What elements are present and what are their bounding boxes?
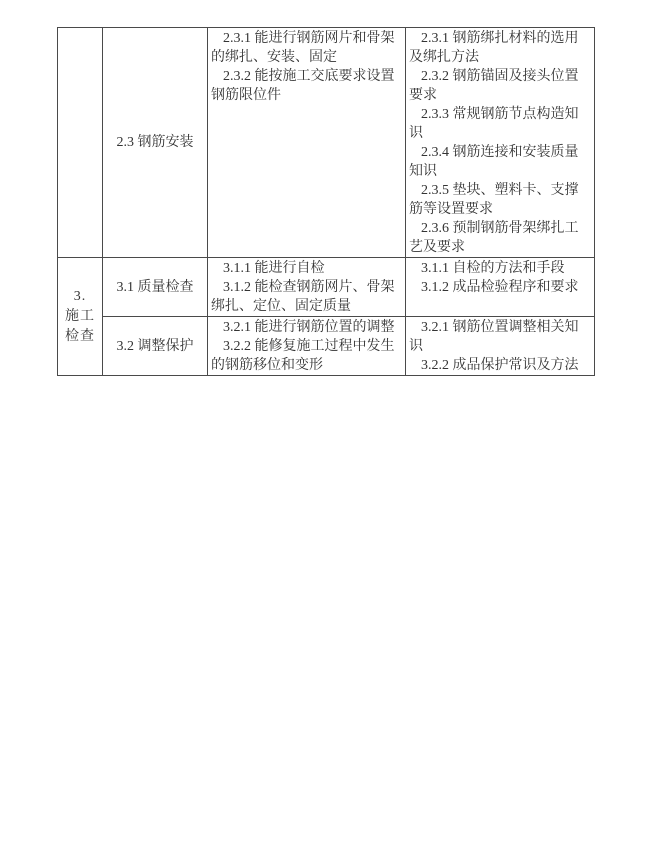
skills-cell-quality-check bbox=[208, 258, 406, 317]
cell-paragraph: 2.3.2 钢筋锚固及接头位置要求 bbox=[409, 69, 579, 103]
cell-paragraph: 2.3.5 垫块、塑料卡、支撑筋等设置要求 bbox=[409, 183, 579, 217]
skill-standard-table bbox=[57, 27, 595, 376]
cell-paragraph: 3.1.1 自检的方法和手段 bbox=[421, 261, 565, 276]
cell-paragraph: 3.2.2 能修复施工过程中发生的钢筋移位和变形 bbox=[211, 339, 395, 373]
task-cell-quality-check: 3.1 质量检查 bbox=[103, 258, 208, 317]
table-row bbox=[58, 258, 595, 317]
cell-paragraph: 2.3.6 预制钢筋骨架绑扎工艺及要求 bbox=[409, 221, 579, 255]
skills-cell-rebar-install bbox=[208, 28, 406, 258]
knowledge-cell-adjust-protect bbox=[406, 317, 595, 376]
cell-paragraph: 3.1.2 能检查钢筋网片、骨架绑扎、定位、固定质量 bbox=[211, 280, 395, 314]
cell-paragraph: 2.3.4 钢筋连接和安装质量知识 bbox=[409, 145, 579, 179]
cell-paragraph: 3.1.2 成品检验程序和要求 bbox=[421, 280, 579, 295]
cell-paragraph: 3. bbox=[73, 288, 87, 304]
cell-paragraph: 2.3.3 常规钢筋节点构造知识 bbox=[409, 107, 579, 141]
cell-paragraph: 施工 bbox=[65, 308, 95, 324]
cell-paragraph: 检查 bbox=[65, 328, 95, 344]
task-cell-rebar-install: 2.3 钢筋安装 bbox=[103, 28, 208, 258]
cell-paragraph: 2.3.1 能进行钢筋网片和骨架的绑扎、安装、固定 bbox=[211, 31, 395, 65]
cell-paragraph: 2.3.2 能按施工交底要求设置钢筋限位件 bbox=[211, 69, 395, 103]
cell-paragraph: 3.2.1 钢筋位置调整相关知识 bbox=[409, 320, 579, 354]
section-cell-empty bbox=[58, 28, 103, 258]
table-row bbox=[58, 317, 595, 376]
cell-paragraph: 3.2.1 能进行钢筋位置的调整 bbox=[223, 320, 395, 335]
cell-paragraph: 3.1.1 能进行自检 bbox=[223, 261, 325, 276]
section-cell-construction-check bbox=[58, 258, 103, 376]
table-row bbox=[58, 28, 595, 258]
knowledge-cell-rebar-install bbox=[406, 28, 595, 258]
cell-paragraph: 3.2.2 成品保护常识及方法 bbox=[421, 358, 579, 373]
task-cell-adjust-protect: 3.2 调整保护 bbox=[103, 317, 208, 376]
knowledge-cell-quality-check bbox=[406, 258, 595, 317]
skills-cell-adjust-protect bbox=[208, 317, 406, 376]
cell-paragraph: 2.3.1 钢筋绑扎材料的选用及绑扎方法 bbox=[409, 31, 579, 65]
